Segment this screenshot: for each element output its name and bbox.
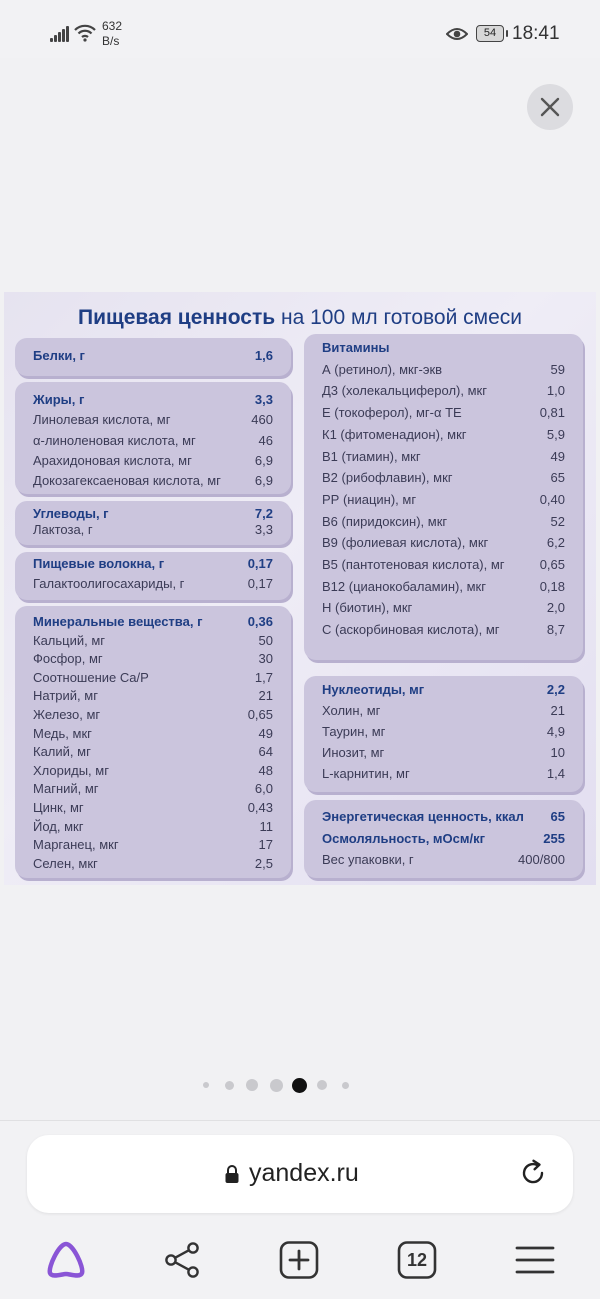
new-tab-icon[interactable] xyxy=(279,1241,319,1279)
nutrition-title: Пищевая ценность на 100 мл готовой смеси xyxy=(77,306,523,329)
nutrient-name: Йод, мкг xyxy=(33,818,84,834)
nutrient-name: Пищевые волокна, г xyxy=(33,556,165,571)
url-text: yandex.ru xyxy=(249,1159,359,1187)
nutrient-value: 65 xyxy=(550,470,565,486)
nutrient-value: 1,6 xyxy=(254,348,273,363)
nutrient-value: 1,4 xyxy=(546,766,565,781)
nutrient-name: К1 (фитоменадион), мкг xyxy=(322,426,467,442)
nucleotides-panel xyxy=(304,676,583,792)
nutrient-name: Магний, мг xyxy=(33,781,99,797)
nutrient-name: Д3 (холекальциферол), мкг xyxy=(322,383,487,399)
nutrient-row xyxy=(304,622,583,640)
pager-dot[interactable] xyxy=(270,1079,283,1092)
nutrient-value: 0,17 xyxy=(247,576,273,591)
nutrient-row xyxy=(15,726,291,744)
nutrient-name: Минеральные вещества, г xyxy=(33,614,203,629)
nutrient-row xyxy=(15,651,291,669)
nutrient-value: 64 xyxy=(258,744,273,760)
nutrient-value: 2,2 xyxy=(546,682,565,697)
nutrient-row xyxy=(304,600,583,618)
share-icon[interactable] xyxy=(162,1241,202,1279)
nutrient-row xyxy=(304,383,583,401)
nutrient-value: 50 xyxy=(258,632,273,648)
nutrient-row xyxy=(304,470,583,488)
nutrient-name: Углеводы, г xyxy=(33,506,109,521)
nutrient-value: 7,2 xyxy=(254,506,273,521)
nutrient-row xyxy=(15,688,291,706)
pager-dot[interactable] xyxy=(246,1079,258,1091)
nutrient-name: Нуклеотиды, мг xyxy=(322,682,425,697)
nutrient-name: Марганец, мкг xyxy=(33,837,119,853)
energy-panel xyxy=(304,800,583,878)
vitamins-panel xyxy=(304,334,583,660)
nutrient-row xyxy=(15,633,291,651)
fiber-panel xyxy=(15,552,291,600)
pager-dot[interactable] xyxy=(342,1082,349,1089)
nutrient-row xyxy=(15,433,291,451)
nutrient-row xyxy=(15,800,291,818)
status-bar xyxy=(0,0,600,58)
nutrient-value: 3,3 xyxy=(254,392,273,407)
nutrient-value: 460 xyxy=(251,412,273,428)
nutrient-value: 65 xyxy=(550,809,565,824)
nutrient-row xyxy=(15,744,291,762)
nutrient-name: РР (ниацин), мг xyxy=(322,491,417,507)
nutrient-row xyxy=(304,724,583,742)
nutrient-name: α-линоленовая кислота, мг xyxy=(33,432,196,448)
nutrient-name: В6 (пиридоксин), мкг xyxy=(322,513,448,529)
nutrient-value: 21 xyxy=(258,688,273,704)
nutrient-header-row xyxy=(15,556,291,574)
nutrient-header-row xyxy=(15,614,291,632)
signal-icon xyxy=(50,26,68,42)
nutrient-value: 49 xyxy=(258,725,273,741)
nutrient-row xyxy=(15,707,291,725)
nutrient-value: 0,18 xyxy=(539,578,565,594)
nutrient-name: В1 (тиамин), мкг xyxy=(322,448,421,464)
nutrient-row xyxy=(304,703,583,721)
nutrient-value: 49 xyxy=(550,448,565,464)
carbs-panel xyxy=(15,501,291,545)
nutrient-row xyxy=(15,819,291,837)
nutrient-name: Белки, г xyxy=(33,348,85,363)
nutrient-name: Фосфор, мг xyxy=(33,651,103,667)
nutrient-name: Селен, мкг xyxy=(33,855,98,871)
nutrient-name: Кальций, мг xyxy=(33,632,106,648)
nutrient-value: 0,40 xyxy=(539,491,565,507)
nutrient-row xyxy=(15,856,291,874)
nutrient-row xyxy=(304,766,583,784)
nutrient-row xyxy=(15,576,291,594)
nutrient-value: 2,0 xyxy=(546,600,565,616)
nutrient-row xyxy=(304,427,583,445)
nutrient-header-row xyxy=(304,809,583,827)
nutrient-value: 1,7 xyxy=(254,669,273,685)
nutrient-value: 21 xyxy=(550,703,565,718)
nutrient-name: С (аскорбиновая кислота), мг xyxy=(322,622,500,638)
nutrient-value: 11 xyxy=(259,818,273,834)
nutrient-name: Медь, мкг xyxy=(33,725,92,741)
nutrient-name: L-карнитин, мг xyxy=(322,766,410,781)
browser-bottom-bar xyxy=(0,1120,600,1299)
nutrient-name: Холин, мг xyxy=(322,703,381,718)
nutrient-value: 30 xyxy=(258,651,273,667)
nutrient-row xyxy=(304,449,583,467)
address-bar[interactable] xyxy=(27,1135,573,1213)
nutrient-header-row xyxy=(15,392,291,410)
nutrient-name: Осмоляльность, мОсм/кг xyxy=(322,830,486,846)
nutrient-value: 400/800 xyxy=(518,852,565,867)
pager-dot[interactable] xyxy=(225,1081,234,1090)
nutrient-name: Калий, мг xyxy=(33,744,91,760)
nutrient-value: 0,17 xyxy=(247,556,273,571)
nutrient-value: 0,43 xyxy=(247,800,273,815)
nutrient-name: Н (биотин), мкг xyxy=(322,600,413,616)
nutrient-value: 6,0 xyxy=(254,781,273,797)
nutrient-name: В12 (цианокобаламин), мкг xyxy=(322,578,486,594)
tabs-count: 12 xyxy=(406,1250,428,1270)
nutrient-name: Цинк, мг xyxy=(33,800,84,815)
nutrient-row xyxy=(304,535,583,553)
battery-level: 54 xyxy=(483,27,497,39)
close-icon xyxy=(540,97,560,117)
wifi-icon xyxy=(74,24,96,42)
nutrient-name: Галактоолигосахариды, г xyxy=(33,576,185,591)
nutrient-name: Лактоза, г xyxy=(33,522,93,537)
nutrient-row xyxy=(15,453,291,471)
nutrient-header-row xyxy=(15,348,291,366)
nutrient-value: 3,3 xyxy=(254,522,273,537)
nutrient-row xyxy=(15,522,291,540)
nutrient-value: 0,65 xyxy=(539,557,565,572)
nutrient-row xyxy=(15,763,291,781)
reload-icon[interactable] xyxy=(519,1159,547,1187)
nutrient-row xyxy=(304,514,583,532)
nutrient-value: 6,9 xyxy=(254,452,273,468)
nutrient-name: Линолевая кислота, мг xyxy=(33,412,171,428)
protein-panel xyxy=(15,338,291,376)
close-button[interactable] xyxy=(527,84,573,130)
nutrient-row xyxy=(15,473,291,491)
nutrient-value: 255 xyxy=(543,830,565,846)
nutrient-row xyxy=(304,579,583,597)
nutrient-name: В5 (пантотеновая кислота), мг xyxy=(322,557,505,572)
nutrient-value: 48 xyxy=(258,762,273,778)
nutrient-value: 59 xyxy=(550,361,565,377)
nutrient-value: 0,36 xyxy=(247,614,273,629)
nutrient-row xyxy=(304,852,583,870)
nutrient-value: 2,5 xyxy=(254,855,273,871)
nutrient-value: 0,81 xyxy=(539,405,565,421)
nutrient-row xyxy=(15,781,291,799)
nutrient-row xyxy=(304,745,583,763)
nutrient-row xyxy=(304,557,583,575)
battery-icon xyxy=(476,25,504,42)
nutrient-name: Энергетическая ценность, ккал xyxy=(322,809,524,824)
nutrient-value: 46 xyxy=(258,432,273,448)
fats-panel xyxy=(15,382,291,494)
nutrient-header-row xyxy=(304,682,583,700)
network-speed: 632 B/s xyxy=(102,19,123,48)
nutrient-value: 1,0 xyxy=(546,383,565,399)
nutrient-name: Жиры, г xyxy=(33,392,85,407)
nutrient-name: А (ретинол), мкг-экв xyxy=(322,361,443,377)
minerals-panel xyxy=(15,606,291,878)
nutrient-value: 10 xyxy=(550,745,565,760)
nutrient-row xyxy=(304,362,583,380)
alice-icon[interactable] xyxy=(45,1241,87,1279)
nutrient-name: Таурин, мг xyxy=(322,724,386,739)
nutrient-value: 6,9 xyxy=(254,473,273,489)
nutrient-value: 6,2 xyxy=(546,535,565,551)
nutrient-row xyxy=(304,492,583,510)
nutrient-value: 4,9 xyxy=(546,724,565,739)
nutrient-value: 0,65 xyxy=(247,707,273,722)
pager-dot[interactable] xyxy=(317,1080,327,1090)
nutrient-header-row xyxy=(304,831,583,849)
nutrient-name: В2 (рибофлавин), мкг xyxy=(322,470,453,486)
nutrient-value: 52 xyxy=(550,513,565,529)
nutrient-value: 5,9 xyxy=(546,426,565,442)
nutrient-value: 17 xyxy=(258,837,273,853)
nutrient-name: В9 (фолиевая кислота), мкг xyxy=(322,535,489,551)
nutrient-name: Арахидоновая кислота, мг xyxy=(33,452,192,468)
pager-dot-active[interactable] xyxy=(292,1078,307,1093)
nutrient-name: Железо, мг xyxy=(33,707,101,722)
nutrition-image xyxy=(4,292,596,885)
nutrient-row xyxy=(304,405,583,423)
clock: 18:41 xyxy=(512,23,560,44)
lock-icon xyxy=(224,1164,240,1184)
nutrient-header-row xyxy=(304,340,583,358)
nutrient-row xyxy=(15,412,291,430)
nutrient-name: Натрий, мг xyxy=(33,688,98,704)
nutrient-row xyxy=(15,670,291,688)
nutrient-row xyxy=(15,837,291,855)
nutrient-name: Соотношение Ca/P xyxy=(33,669,149,685)
nutrient-name: Витамины xyxy=(322,340,390,355)
nutrient-name: Вес упаковки, г xyxy=(322,852,414,867)
nutrient-value: 8,7 xyxy=(546,622,565,638)
menu-icon[interactable] xyxy=(515,1245,555,1275)
pager-dot[interactable] xyxy=(203,1082,209,1088)
tabs-button[interactable] xyxy=(397,1241,437,1279)
eye-icon xyxy=(446,26,468,42)
image-pager xyxy=(0,1077,600,1093)
nutrient-name: Докозагексаеновая кислота, мг xyxy=(33,473,221,489)
nutrient-name: Инозит, мг xyxy=(322,745,385,760)
nutrient-name: Хлориды, мг xyxy=(33,762,109,778)
nutrient-name: Е (токоферол), мг-α ТЕ xyxy=(322,405,462,421)
